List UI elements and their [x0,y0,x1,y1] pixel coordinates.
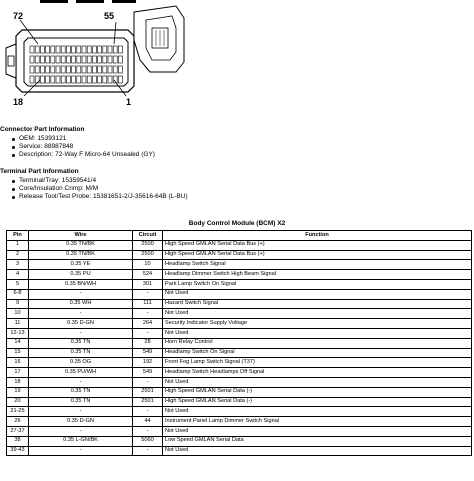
table-row [7,299,472,309]
connector-cavity [30,66,34,73]
header-wire: Wire [29,231,133,241]
connector-cavity [82,76,86,83]
cell-wire: - [29,377,133,387]
cell-pin: 3 [7,260,29,270]
connector-cavity [51,76,55,83]
connector-info-section [0,126,155,159]
cell-function: High Speed GMLAN Serial Data Bus (+) [163,240,472,250]
connector-tab [76,0,104,3]
connector-cavity [77,66,81,73]
cell-circuit: - [133,446,163,456]
table-row [7,338,472,348]
cell-function: Hazard Switch Signal [163,299,472,309]
table-row [7,319,472,329]
table-row [7,289,472,299]
connector-cavity [103,66,107,73]
connector-cavity [98,46,102,53]
connector-cavity [118,46,122,53]
cell-circuit: 5060 [133,436,163,446]
pin-label-72: 72 [13,11,24,21]
cell-pin: 10 [7,309,29,319]
connector-cavity [118,56,122,63]
cell-function: Not Used [163,328,472,338]
cell-circuit: 111 [133,299,163,309]
connector-cavity [40,76,44,83]
connector-cavity [103,76,107,83]
cell-pin: 20 [7,397,29,407]
connector-info-item: Description: 72-Way F Micro-64 Unsealed (GY) [12,151,155,159]
cell-function: Security Indicator Supply Voltage [163,319,472,329]
connector-cavity [51,46,55,53]
table-row [7,417,472,427]
connector-cavity [56,56,60,63]
cell-circuit: - [133,289,163,299]
connector-cavity [82,66,86,73]
cell-wire: 0.35 TN [29,387,133,397]
connector-info-title: Connector Part Information [0,126,85,133]
terminal-info-item: Release Tool/Test Probe: 15381651-2/J-35616-64B (L-BU) [12,193,188,201]
connector-cavity [87,56,91,63]
header-pin: Pin [7,231,29,241]
cell-function: Not Used [163,289,472,299]
table-row [7,397,472,407]
connector-cavity [40,56,44,63]
connector-cavity [56,66,60,73]
cell-function: Not Used [163,446,472,456]
cell-circuit: 10 [133,260,163,270]
connector-cavity [46,56,50,63]
cell-pin: 14 [7,338,29,348]
pinout-table [6,230,472,456]
cell-wire: - [29,407,133,417]
cell-function: Instrument Panel Lamp Dimmer Switch Signal [163,417,472,427]
cell-wire: 0.35 TN [29,348,133,358]
connector-cavity [113,56,117,63]
cell-function: High Speed GMLAN Serial Data (-) [163,387,472,397]
cell-function: Park Lamp Switch On Signal [163,279,472,289]
cell-circuit: 549 [133,368,163,378]
table-row [7,368,472,378]
connector-cavity [72,56,76,63]
cell-wire: - [29,328,133,338]
cell-pin: 1 [7,240,29,250]
cell-circuit: - [133,426,163,436]
cell-pin: 9 [7,299,29,309]
connector-cavity [82,46,86,53]
cell-pin: 26 [7,417,29,427]
cell-circuit: - [133,309,163,319]
connector-cavity [72,66,76,73]
cell-circuit: 301 [133,279,163,289]
connector-cavity [103,46,107,53]
cell-pin: 2 [7,250,29,260]
connector-cavity [77,56,81,63]
connector-cavity [77,76,81,83]
cell-pin: 21-25 [7,407,29,417]
connector-cavity [82,56,86,63]
connector-cavity [103,56,107,63]
cell-circuit: 2500 [133,250,163,260]
table-row [7,328,472,338]
connector-cavity [98,76,102,83]
table-row [7,387,472,397]
table-row [7,270,472,280]
cell-circuit: 549 [133,348,163,358]
cell-wire: 0.35 TN/BK [29,240,133,250]
cell-wire: 0.35 OG [29,358,133,368]
cell-wire: - [29,426,133,436]
connector-cavity [30,46,34,53]
cell-circuit: 264 [133,319,163,329]
table-row [7,436,472,446]
connector-cavity [87,46,91,53]
cell-wire: 0.35 TN [29,338,133,348]
table-row [7,407,472,417]
cell-wire: - [29,446,133,456]
cell-pin: 16 [7,358,29,368]
connector-cavity [61,76,65,83]
cell-wire: 0.35 BN/WH [29,279,133,289]
cell-wire: 0.35 TN [29,397,133,407]
cell-circuit: 2501 [133,397,163,407]
table-header-row [7,231,472,241]
connector-cavity [108,76,112,83]
connector-cavity [113,66,117,73]
cell-function: Headlamp Switch On Signal [163,348,472,358]
connector-cavity [56,76,60,83]
terminal-info-item: Core/Insulation Crimp: M/M [12,185,188,193]
cell-wire: 0.35 TN/BK [29,250,133,260]
cell-function: Front Fog Lamp Switch Signal (T37) [163,358,472,368]
connector-cavity [92,66,96,73]
cell-pin: 12-13 [7,328,29,338]
cell-circuit: 44 [133,417,163,427]
cell-circuit: - [133,407,163,417]
connector-cavity [87,76,91,83]
connector-cavity [92,46,96,53]
cell-pin: 18 [7,377,29,387]
terminal-info-title: Terminal Part Information [0,168,79,175]
connector-tab [40,0,68,3]
header-circuit: Circuit [133,231,163,241]
cell-circuit: - [133,328,163,338]
pin-label-18: 18 [13,97,24,107]
cell-function: Not Used [163,407,472,417]
cell-function: High Speed GMLAN Serial Data Bus (+) [163,250,472,260]
connector-cavity [40,46,44,53]
cell-function: Not Used [163,377,472,387]
cell-circuit: 28 [133,338,163,348]
table-row [7,446,472,456]
connector-cavity [61,46,65,53]
cell-wire: - [29,289,133,299]
pin-label-1: 1 [126,97,132,107]
connector-info-item: OEM: 15393121 [12,135,155,143]
cell-wire: 0.35 L-GN/BK [29,436,133,446]
terminal-info-item: Terminal/Tray: 15359541/4 [12,177,188,185]
table-row [7,377,472,387]
cell-wire: 0.35 D-GN [29,319,133,329]
connector-cavity [46,76,50,83]
connector-cavity [92,56,96,63]
cell-pin: 19 [7,387,29,397]
table-row [7,426,472,436]
connector-cavity [35,66,39,73]
cell-function: Headlamp Switch Signal [163,260,472,270]
connector-cavity [40,66,44,73]
table-row [7,279,472,289]
cell-wire: 0.35 PU [29,270,133,280]
cell-pin: 4 [7,270,29,280]
header-function: Function [163,231,472,241]
table-row [7,260,472,270]
connector-info-item: Service: 88987848 [12,143,155,151]
cell-circuit: 192 [133,358,163,368]
cell-pin: 17 [7,368,29,378]
connector-cavity [87,66,91,73]
connector-cavity [66,66,70,73]
pin-label-55: 55 [104,11,115,21]
connector-diagram [0,0,474,120]
connector-cavity [66,46,70,53]
table-row [7,240,472,250]
connector-cavity [61,66,65,73]
connector-cavity [92,76,96,83]
connector-cavity [77,46,81,53]
cell-pin: 27-37 [7,426,29,436]
cell-wire: 0.35 YE [29,260,133,270]
connector-tab [112,0,136,3]
connector-cavity [98,66,102,73]
cell-function: Not Used [163,309,472,319]
connector-cavity [30,76,34,83]
connector-cavity [30,56,34,63]
cell-function: Low Speed GMLAN Serial Data [163,436,472,446]
connector-cavity [46,46,50,53]
connector-cavity [35,46,39,53]
cell-function: Headlamp Dimmer Switch High Beam Signal [163,270,472,280]
connector-cavity [46,66,50,73]
cell-function: Headlamp Switch Headlamps Off Signal [163,368,472,378]
cell-wire: - [29,309,133,319]
connector-cavity [72,46,76,53]
table-title: Body Control Module (BCM) X2 [188,220,286,227]
connector-cavity [56,46,60,53]
table-row [7,348,472,358]
cell-function: High Speed GMLAN Serial Data (-) [163,397,472,407]
connector-side-view [134,6,184,72]
cell-wire: 0.35 WH [29,299,133,309]
cell-pin: 5 [7,279,29,289]
table-row [7,250,472,260]
terminal-info-section [0,168,188,201]
connector-cavity [61,56,65,63]
connector-cavity [118,66,122,73]
cell-pin: 39-43 [7,446,29,456]
cell-pin: 15 [7,348,29,358]
connector-cavity [51,66,55,73]
cell-circuit: - [133,377,163,387]
cell-function: Horn Relay Control [163,338,472,348]
cell-circuit: 2500 [133,240,163,250]
cell-circuit: 2501 [133,387,163,397]
connector-cavity [118,76,122,83]
connector-cavity [51,56,55,63]
connector-cavity [113,46,117,53]
connector-cavity [108,66,112,73]
connector-cavity [66,76,70,83]
connector-cavity [108,56,112,63]
connector-cavity [108,46,112,53]
table-row [7,358,472,368]
cell-wire: 0.35 D-GN [29,417,133,427]
connector-cavity [98,56,102,63]
connector-cavity [35,56,39,63]
cell-pin: 6-8 [7,289,29,299]
table-row [7,309,472,319]
cell-wire: 0.35 PU/WH [29,368,133,378]
cell-circuit: 524 [133,270,163,280]
cell-pin: 38 [7,436,29,446]
connector-cavity [66,56,70,63]
cell-pin: 11 [7,319,29,329]
cell-function: Not Used [163,426,472,436]
connector-cavity [72,76,76,83]
